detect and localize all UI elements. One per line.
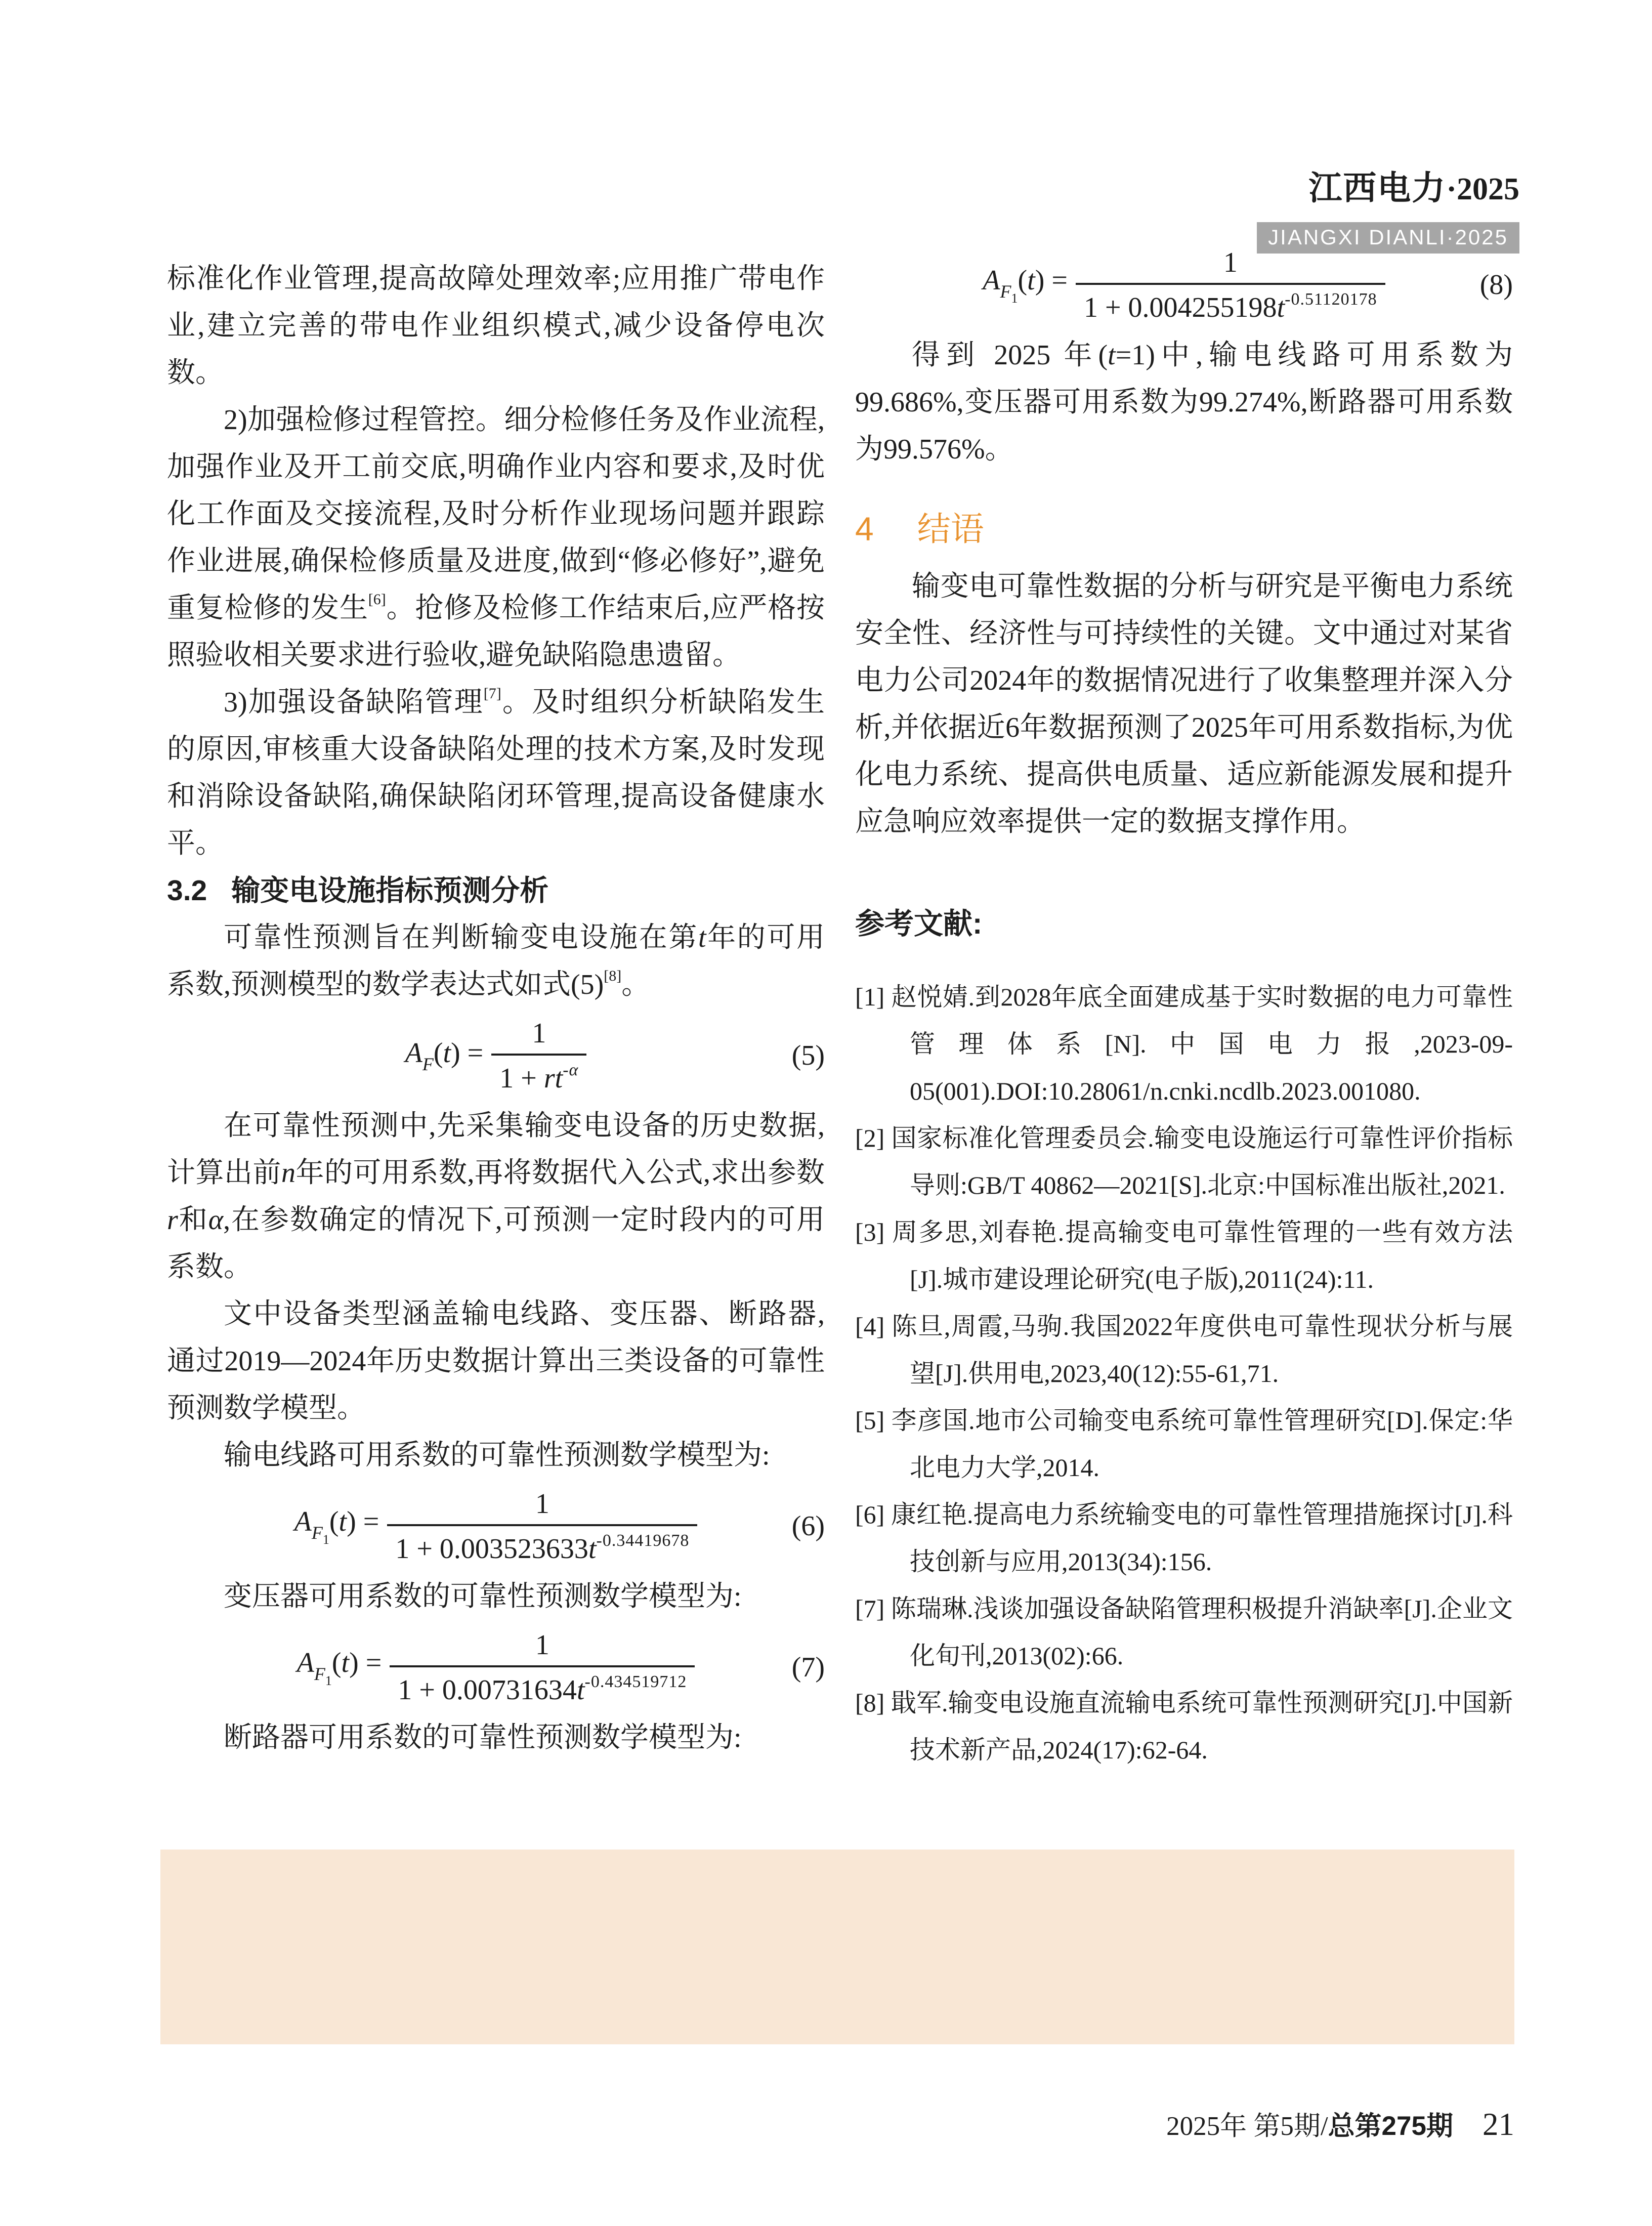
formula — [167, 1479, 825, 1573]
numerator: 1 — [535, 1629, 549, 1661]
footer-issue-bold: 总第275期 — [1328, 2111, 1453, 2141]
reference-item: [4] 陈旦,周霞,马驹.我国2022年度供电可靠性现状分析与展望[J].供用电,2023,40(12):55-61,71. — [855, 1312, 1513, 1388]
paragraph: 标准化作业管理,提高故障处理效率;应用推广带电作业,建立完善的带电作业组织模式,减少设备停电次数。 — [167, 263, 825, 389]
reference-item: [5] 李彦国.地市公司输变电系统可靠性管理研究[D].保定:华北电力大学,2014. — [855, 1406, 1513, 1482]
paragraph: 文中设备类型涵盖输电线路、变压器、断路器,通过2019—2024年历史数据计算出三类设备的可靠性预测数学模型。 — [167, 1298, 825, 1424]
paragraph: 输变电可靠性数据的分析与研究是平衡电力系统安全性、经济性与可持续性的关键。文中通过对某省电力公司2024年的数据情况进行了收集整理并深入分析,并依据近6年数据预测了2025年可用系数指标,为优化电力系统、提高供电质量、适应新能源发展和提升应急响应效率提供一定的数据支撑作用。 — [855, 571, 1513, 837]
italic-variable: r — [167, 1204, 178, 1236]
journal-title-banner: JIANGXI DIANLI·2025 — [1257, 222, 1519, 254]
paragraph: 输电线路可用系数的可靠性预测数学模型为: — [224, 1440, 770, 1471]
reference-item: [8] 戢军.输变电设施直流输电系统可靠性预测研究[J].中国新技术新产品,2024(17):62-64. — [855, 1689, 1513, 1764]
page-number: 21 — [1482, 2107, 1514, 2142]
paragraph: 在可靠性预测中,先采集输变电设备的历史数据,计算出前n年的可用系数,再将数据代入公式,求出参数r和α,在参数确定的情况下,可预测一定时段内的可用系数。 — [167, 1110, 825, 1283]
italic-variable: n — [281, 1157, 295, 1189]
references-heading: 参考文献: — [855, 907, 983, 940]
reference-item: [2] 国家标准化管理委员会.输变电设施运行可靠性评价指标导则:GB/T 40862—2021[S].北京:中国标准出版社,2021. — [855, 1124, 1513, 1199]
highlight-rect — [160, 1850, 1514, 2044]
formula-lhs: $A_F(t)$ = — [405, 1037, 484, 1074]
fraction — [390, 1629, 695, 1706]
reference-item: [6] 康红艳.提高电力系统输变电的可靠性管理措施探讨[J].科技创新与应用,2013(34):156. — [855, 1500, 1513, 1576]
paragraph: 断路器可用系数的可靠性预测数学模型为: — [224, 1722, 742, 1753]
subsection-heading: 3.2 输变电设施指标预测分析 — [167, 874, 549, 907]
footer — [1166, 2107, 1514, 2144]
paragraph: 变压器可用系数的可靠性预测数学模型为: — [224, 1581, 742, 1612]
fraction — [387, 1488, 697, 1565]
formula-lhs: $A_{F_1}(t)$ = — [294, 1505, 379, 1547]
citation-superscript: [8] — [604, 968, 622, 984]
numerator: 1 — [532, 1017, 546, 1049]
fraction — [1076, 246, 1385, 324]
formula-lhs: $A_{F_1}(t)$ = — [983, 264, 1068, 306]
journal-title — [1257, 170, 1519, 215]
left-column — [167, 256, 825, 1761]
numerator: 1 — [1223, 246, 1238, 278]
formula-number: (5) — [791, 1040, 825, 1071]
reference-item: [1] 赵悦婧.到2028年底全面建成基于实时数据的电力可靠性管理体系[N].中国电力报,2023-09-05(001).DOI:10.28061/n.cnki.ncdlb.2023.001080. — [855, 983, 1513, 1105]
citation-superscript: [7] — [483, 685, 501, 702]
footer-issue-prefix: 2025年 第5期/ — [1166, 2112, 1328, 2141]
formula — [167, 1009, 825, 1103]
paragraph: 可靠性预测旨在判断输变电设施在第t年的可用系数,预测模型的数学表达式如式(5)[8]。 — [167, 922, 825, 1000]
citation-superscript: [6] — [368, 591, 386, 608]
reference-item: [3] 周多思,刘春艳.提高输变电可靠性管理的一些有效方法[J].城市建设理论研究(电子版),2011(24):11. — [855, 1218, 1513, 1293]
journal-title-cn: 江西电力 — [1308, 169, 1447, 206]
denominator: $1 + 0.004255198t^{-0.51120178}$ — [1076, 283, 1385, 324]
denominator: $1 + 0.003523633t^{-0.34419678}$ — [387, 1524, 697, 1565]
paragraph: 3)加强设备缺陷管理[7]。及时组织分析缺陷发生的原因,审核重大设备缺陷处理的技术方案,及时发现和消除设备缺陷,确保缺陷闭环管理,提高设备健康水平。 — [167, 685, 825, 859]
paragraph: 2)加强检修过程管控。细分检修任务及作业流程,加强作业及开工前交底,明确作业内容和要求,及时优化工作面及交接流程,及时分析作业现场问题并跟踪作业进展,确保检修质量及进度,做到“修必修好”,避免重复检修的发生[6]。抢修及检修工作结束后,应严格按照验收相关要求进行验收,避免缺陷隐患遗留。 — [167, 404, 825, 671]
formula-lhs: $A_{F_1}(t)$ = — [296, 1647, 382, 1688]
italic-variable: t — [1108, 340, 1116, 371]
reference-item: [7] 陈瑞琳.浅谈加强设备缺陷管理积极提升消缺率[J].企业文化旬刊,2013(02):66. — [855, 1594, 1513, 1670]
formula — [855, 238, 1513, 332]
fraction — [491, 1017, 586, 1095]
italic-variable: α — [208, 1204, 224, 1236]
right-column — [855, 238, 1513, 1774]
formula-number: (6) — [791, 1510, 825, 1542]
denominator: $1 + 0.00731634t^{-0.434519712}$ — [390, 1665, 695, 1706]
formula — [167, 1620, 825, 1714]
section-heading: 4 结语 — [855, 510, 984, 548]
numerator: 1 — [535, 1488, 549, 1520]
paragraph: 得到 2025 年(t=1)中,输电线路可用系数为99.686%,变压器可用系数为99.274%,断路器可用系数为99.576%。 — [855, 340, 1513, 465]
journal-title-year: ·2025 — [1446, 172, 1519, 206]
denominator: $1 + rt^{-\alpha}$ — [491, 1054, 586, 1095]
formula-number: (8) — [1479, 269, 1513, 301]
italic-variable: t — [698, 922, 706, 953]
formula-number: (7) — [791, 1652, 825, 1683]
